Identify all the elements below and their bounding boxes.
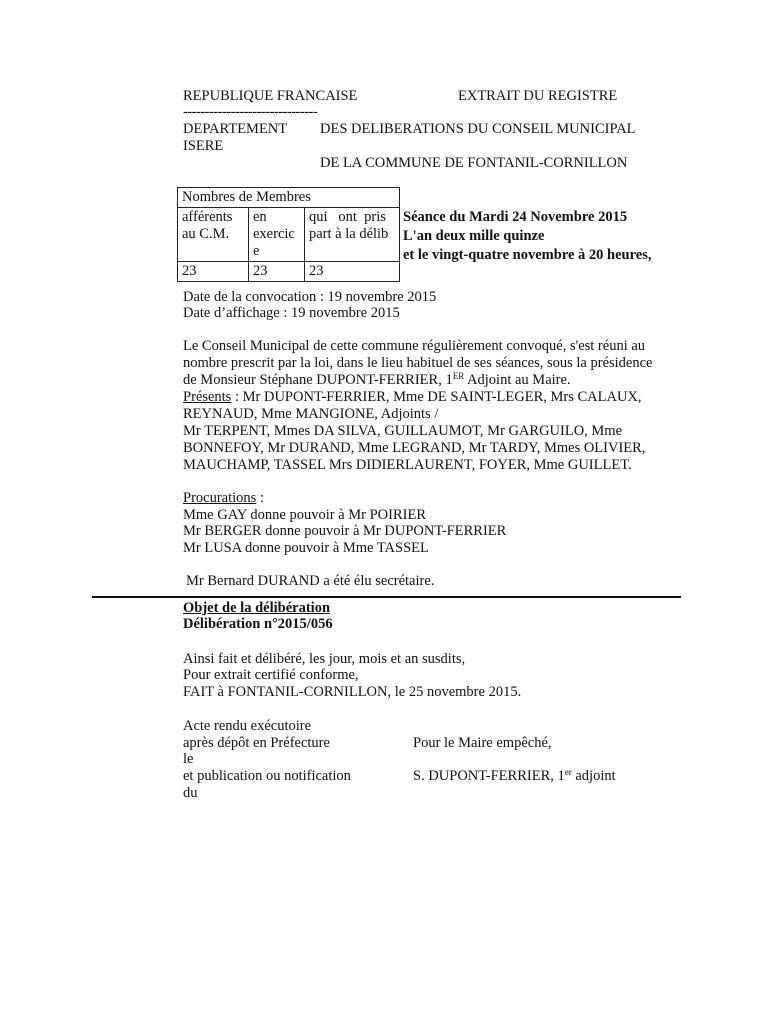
presents-line-4: BONNEFOY, Mr DURAND, Mme LEGRAND, Mr TARDY, Mmes OLIVIER,	[183, 440, 646, 456]
presents-line-2: REYNAUD, Mme MANGIONE, Adjoints /	[183, 406, 439, 422]
footer-left-line: après dépôt en Préfecture	[183, 735, 330, 751]
date-affichage: Date d’affichage : 19 novembre 2015	[183, 305, 400, 321]
closing-line-1: Ainsi fait et délibéré, les jour, mois et an susdits,	[183, 651, 466, 667]
registre-line-1: DES DELIBERATIONS DU CONSEIL MUNICIPAL	[320, 121, 636, 137]
members-value-votants: 23	[305, 262, 400, 282]
secretaire-line: Mr Bernard DURAND a été élu secrétaire.	[186, 573, 435, 589]
procuration-item: Mr LUSA donne pouvoir à Mme TASSEL	[183, 540, 429, 556]
seance-time: et le vingt-quatre novembre à 20 heures,	[403, 247, 652, 263]
seance-year: L'an deux mille quinze	[403, 228, 545, 244]
members-table	[177, 187, 400, 282]
date-convocation: Date de la convocation : 19 novembre 2015	[183, 289, 437, 305]
signature-title: Pour le Maire empêché,	[413, 735, 552, 751]
body-line-3: de Monsieur Stéphane DUPONT-FERRIER, 1ER Adjoint au Maire.	[183, 371, 571, 388]
presents-label: Présents	[183, 389, 232, 405]
footer-left-line: et publication ou notification	[183, 768, 351, 784]
objet-title: Objet de la délibération	[183, 600, 331, 616]
members-col-afferents: afférents au C.M.	[178, 208, 249, 262]
registre-line-2: DE LA COMMUNE DE FONTANIL-CORNILLON	[320, 155, 628, 171]
members-table-title: Nombres de Membres	[178, 188, 400, 208]
footer-left-line: du	[183, 785, 198, 801]
members-col-en-exercice: en exercic e	[249, 208, 305, 262]
presents-line-3: Mr TERPENT, Mmes DA SILVA, GUILLAUMOT, Mr GARGUILO, Mme	[183, 423, 623, 439]
footer-left-line: Acte rendu exécutoire	[183, 718, 312, 734]
members-value-afferents: 23	[178, 262, 249, 282]
isere-label: ISERE	[183, 138, 224, 154]
departement-label: DEPARTEMENT	[183, 121, 288, 137]
seance-date: Séance du Mardi 24 Novembre 2015	[403, 209, 628, 225]
closing-line-3: FAIT à FONTANIL-CORNILLON, le 25 novembre 2015.	[183, 684, 522, 700]
body-line-2: nombre prescrit par la loi, dans le lieu habituel de ses séances, sous la présidence	[183, 355, 653, 371]
deliberation-number: Délibération n°2015/056	[183, 616, 333, 632]
procuration-item: Mr BERGER donne pouvoir à Mr DUPONT-FERRIER	[183, 523, 507, 539]
procurations-heading: Procurations :	[183, 490, 264, 506]
footer-left-line: le	[183, 751, 194, 767]
body-line-1: Le Conseil Municipal de cette commune régulièrement convoqué, s'est réuni au	[183, 338, 646, 354]
closing-line-2: Pour extrait certifié conforme,	[183, 667, 359, 683]
header-dashes: -------------------------------	[183, 104, 318, 120]
republique-francaise: REPUBLIQUE FRANCAISE	[183, 88, 358, 104]
members-col-votants: qui ont pris part à la délib	[305, 208, 400, 262]
extrait-du-registre: EXTRAIT DU REGISTRE	[458, 88, 618, 104]
signature-name: S. DUPONT-FERRIER, 1er adjoint	[413, 767, 616, 784]
horizontal-rule	[92, 596, 681, 598]
presents-line-1: Présents : Mr DUPONT-FERRIER, Mme DE SAINT-LEGER, Mrs CALAUX,	[183, 389, 642, 405]
procuration-item: Mme GAY donne pouvoir à Mr POIRIER	[183, 507, 426, 523]
members-value-en-exercice: 23	[249, 262, 305, 282]
presents-line-5: MAUCHAMP, TASSEL Mrs DIDIERLAURENT, FOYER, Mme GUILLET.	[183, 457, 632, 473]
